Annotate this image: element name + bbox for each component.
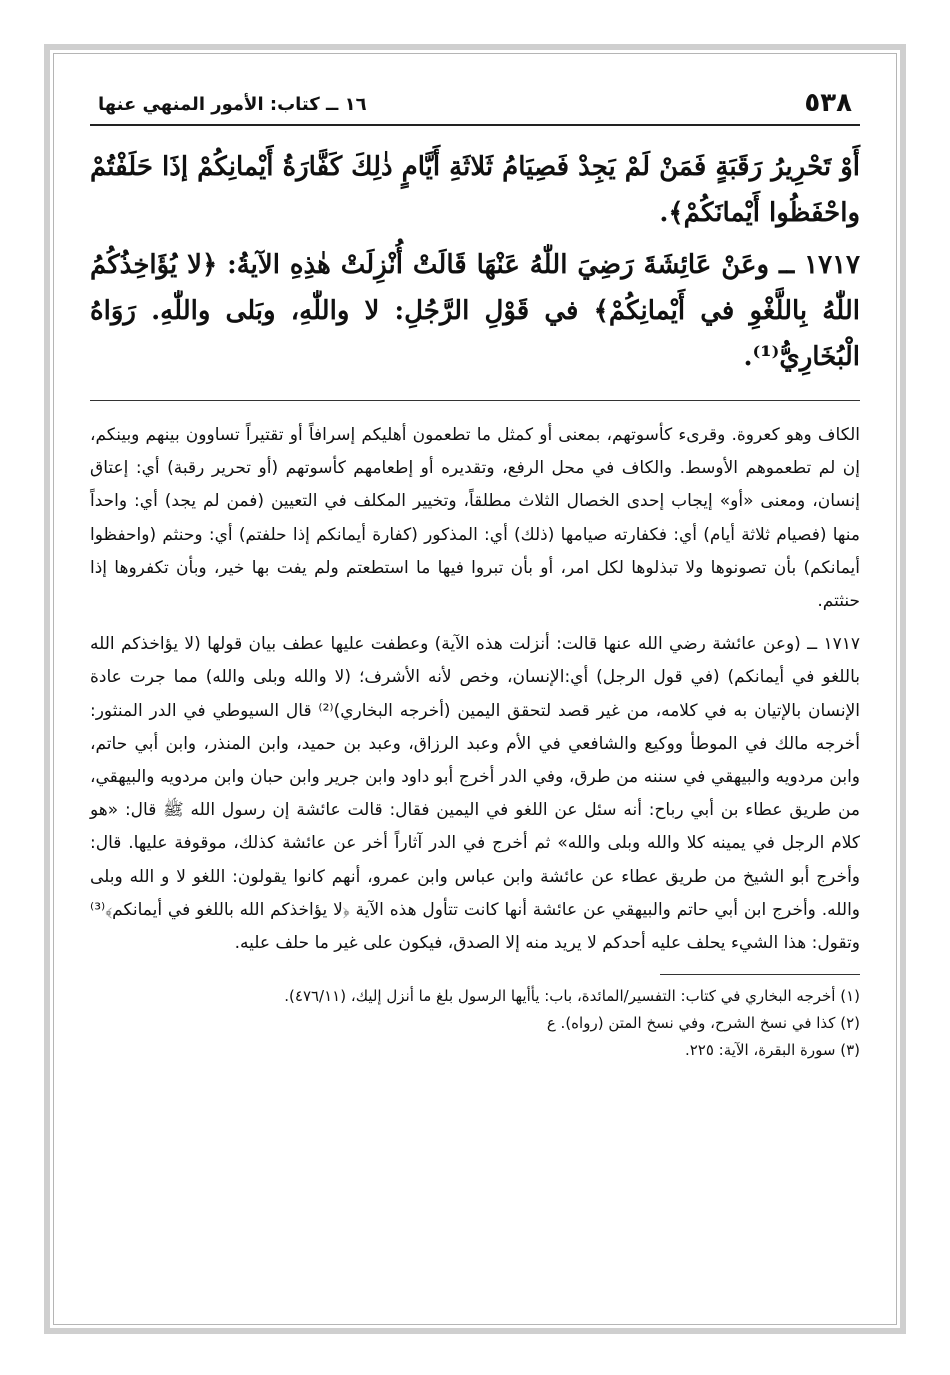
footnote-divider [660, 974, 860, 975]
matn-text [90, 144, 860, 380]
footnote-2: (٢) كذا في نسخ الشرح، وفي نسخ المتن (رواه). ع [546, 1014, 860, 1033]
running-header [90, 84, 860, 126]
footnote-3: (٣) سورة البقرة، الآية: ٢٢٥. [684, 1041, 860, 1060]
sharh-paragraph-2: ١٧١٧ ــ (وعن عائشة رضي الله عنها قالت: أنزلت هذه الآية) وعطفت عليها عطف بيان قولها (لا يؤاخذكم الله باللغو في أيمانكم) (في قول الرجل) أي:الإنسان، وخص لأنه الأشرف؛ (لا والله وبلى والله) مما جرت عادة الإنسان بالإتيان به في كلامه، من غير قصد لتحقق اليمين (أخرجه البخاري)⁽²⁾ قال السيوطي في الدر المنثور: أخرجه مالك في الموطأ ووكيع والشافعي في الأم وعبد الرزاق، وعبد بن حميد، وابن المنذر، وابن أبي حاتم، وابن مردويه والبيهقي في سننه من طرق، وفي الدر أخرج أبو داود وابن جرير وابن حبان وابن مردويه والبيهقي، من طريق عطاء بن أبي رباح: أنه سئل عن اللغو في اليمين فقال: قالت عائشة إن رسول الله ﷺ قال: «هو كلام الرجل في يمينه كلا والله وبلى والله» ثم أخرج في الدر آثاراً أخر عن عائشة كذلك، موقوفة عليها. قال: وأخرج أبو الشيخ من طريق عطاء عن عائشة وابن عباس وابن عمرو، أنهم كانوا يقولون: اللغو لا و الله وبلى والله. وأخرج ابن أبي حاتم والبيهقي عن عائشة أنها كانت تتأول هذه الآية ﴿لا يؤاخذكم الله باللغو في أيمانكم﴾⁽³⁾ وتقول: هذا الشيء يحلف عليه أحدكم لا يريد منه إلا الصدق، فيكون على غير ما حلف عليه. [90, 634, 860, 954]
footnotes [90, 983, 860, 1064]
matn-sharh-divider [90, 400, 860, 401]
page-number: ٥٣٨ [804, 88, 852, 118]
hadith-text: وعَنْ عَائِشَةَ رَضِيَ اللّٰهُ عَنْهَا قَالَتْ أُنْزِلَتْ هٰذِهِ الآيةُ: ﴿لا يُؤَاخِذُكُمُ اللّٰهُ بِاللَّغْوِ في أَيْمانِكُمْ﴾ في قَوْلِ الرَّجُلِ: لا واللّٰهِ، وبَلى واللّٰهِ. رَوَاهُ الْبُخَارِيُّ⁽¹⁾. [90, 250, 860, 372]
chapter-title: ١٦ ــ كتاب: الأمور المنهي عنها [98, 94, 367, 115]
footnote-1: (١) أخرجه البخاري في كتاب: التفسير/المائدة، باب: يأأيها الرسول بلغ ما أنزل إليك، (٤٧٦/١١). [284, 987, 860, 1006]
page-content [90, 84, 860, 1064]
sharh-paragraph-1: الكاف وهو كعروة. وقرىء كأسوتهم، بمعنى أو كمثل ما تطعمون أهليكم إسرافاً أو تقتيراً تساوون بينهم وبينكم، إن لم تطعموهم الأوسط. والكاف في محل الرفع، وتقديره أو إطعامهم كأسوتهم (أو تحرير رقبة) أي: إعتاق إنسان، ومعنى «أو» إيجاب إحدى الخصال الثلاث مطلقاً، وتخيير المكلف في التعيين (فمن لم يجد) أي: واحداً منها (فصيام ثلاثة أيام) أي: فكفارته صيامها (ذلك) أي: المذكور (كفارة أيمانكم إذا حلفتم) أي: وحنثم (واحفظوا أيمانكم) بأن تصونوها ولا تبذلوها لكل امر، أو بأن تبروا فيها ما استطعتم ولم يفت بها خير، وبأن تكفروها إذا حنثتم. [90, 425, 860, 612]
hadith-number: ١٧١٧ ــ [779, 250, 860, 280]
sharh-commentary [90, 419, 860, 960]
matn-hadith [90, 242, 860, 380]
matn-verse-line: أَوْ تَحْرِيرُ رَقَبَةٍ فَمَنْ لَمْ يَجِدْ فَصِيَامُ ثَلاثَةِ أَيَّامٍ ذٰلِكَ كَفَّارَةُ أَيْمانِكُمْ إذَا حَلَفْتُمْ واحْفَظُوا أَيْمانَكُمْ﴾. [90, 152, 860, 228]
